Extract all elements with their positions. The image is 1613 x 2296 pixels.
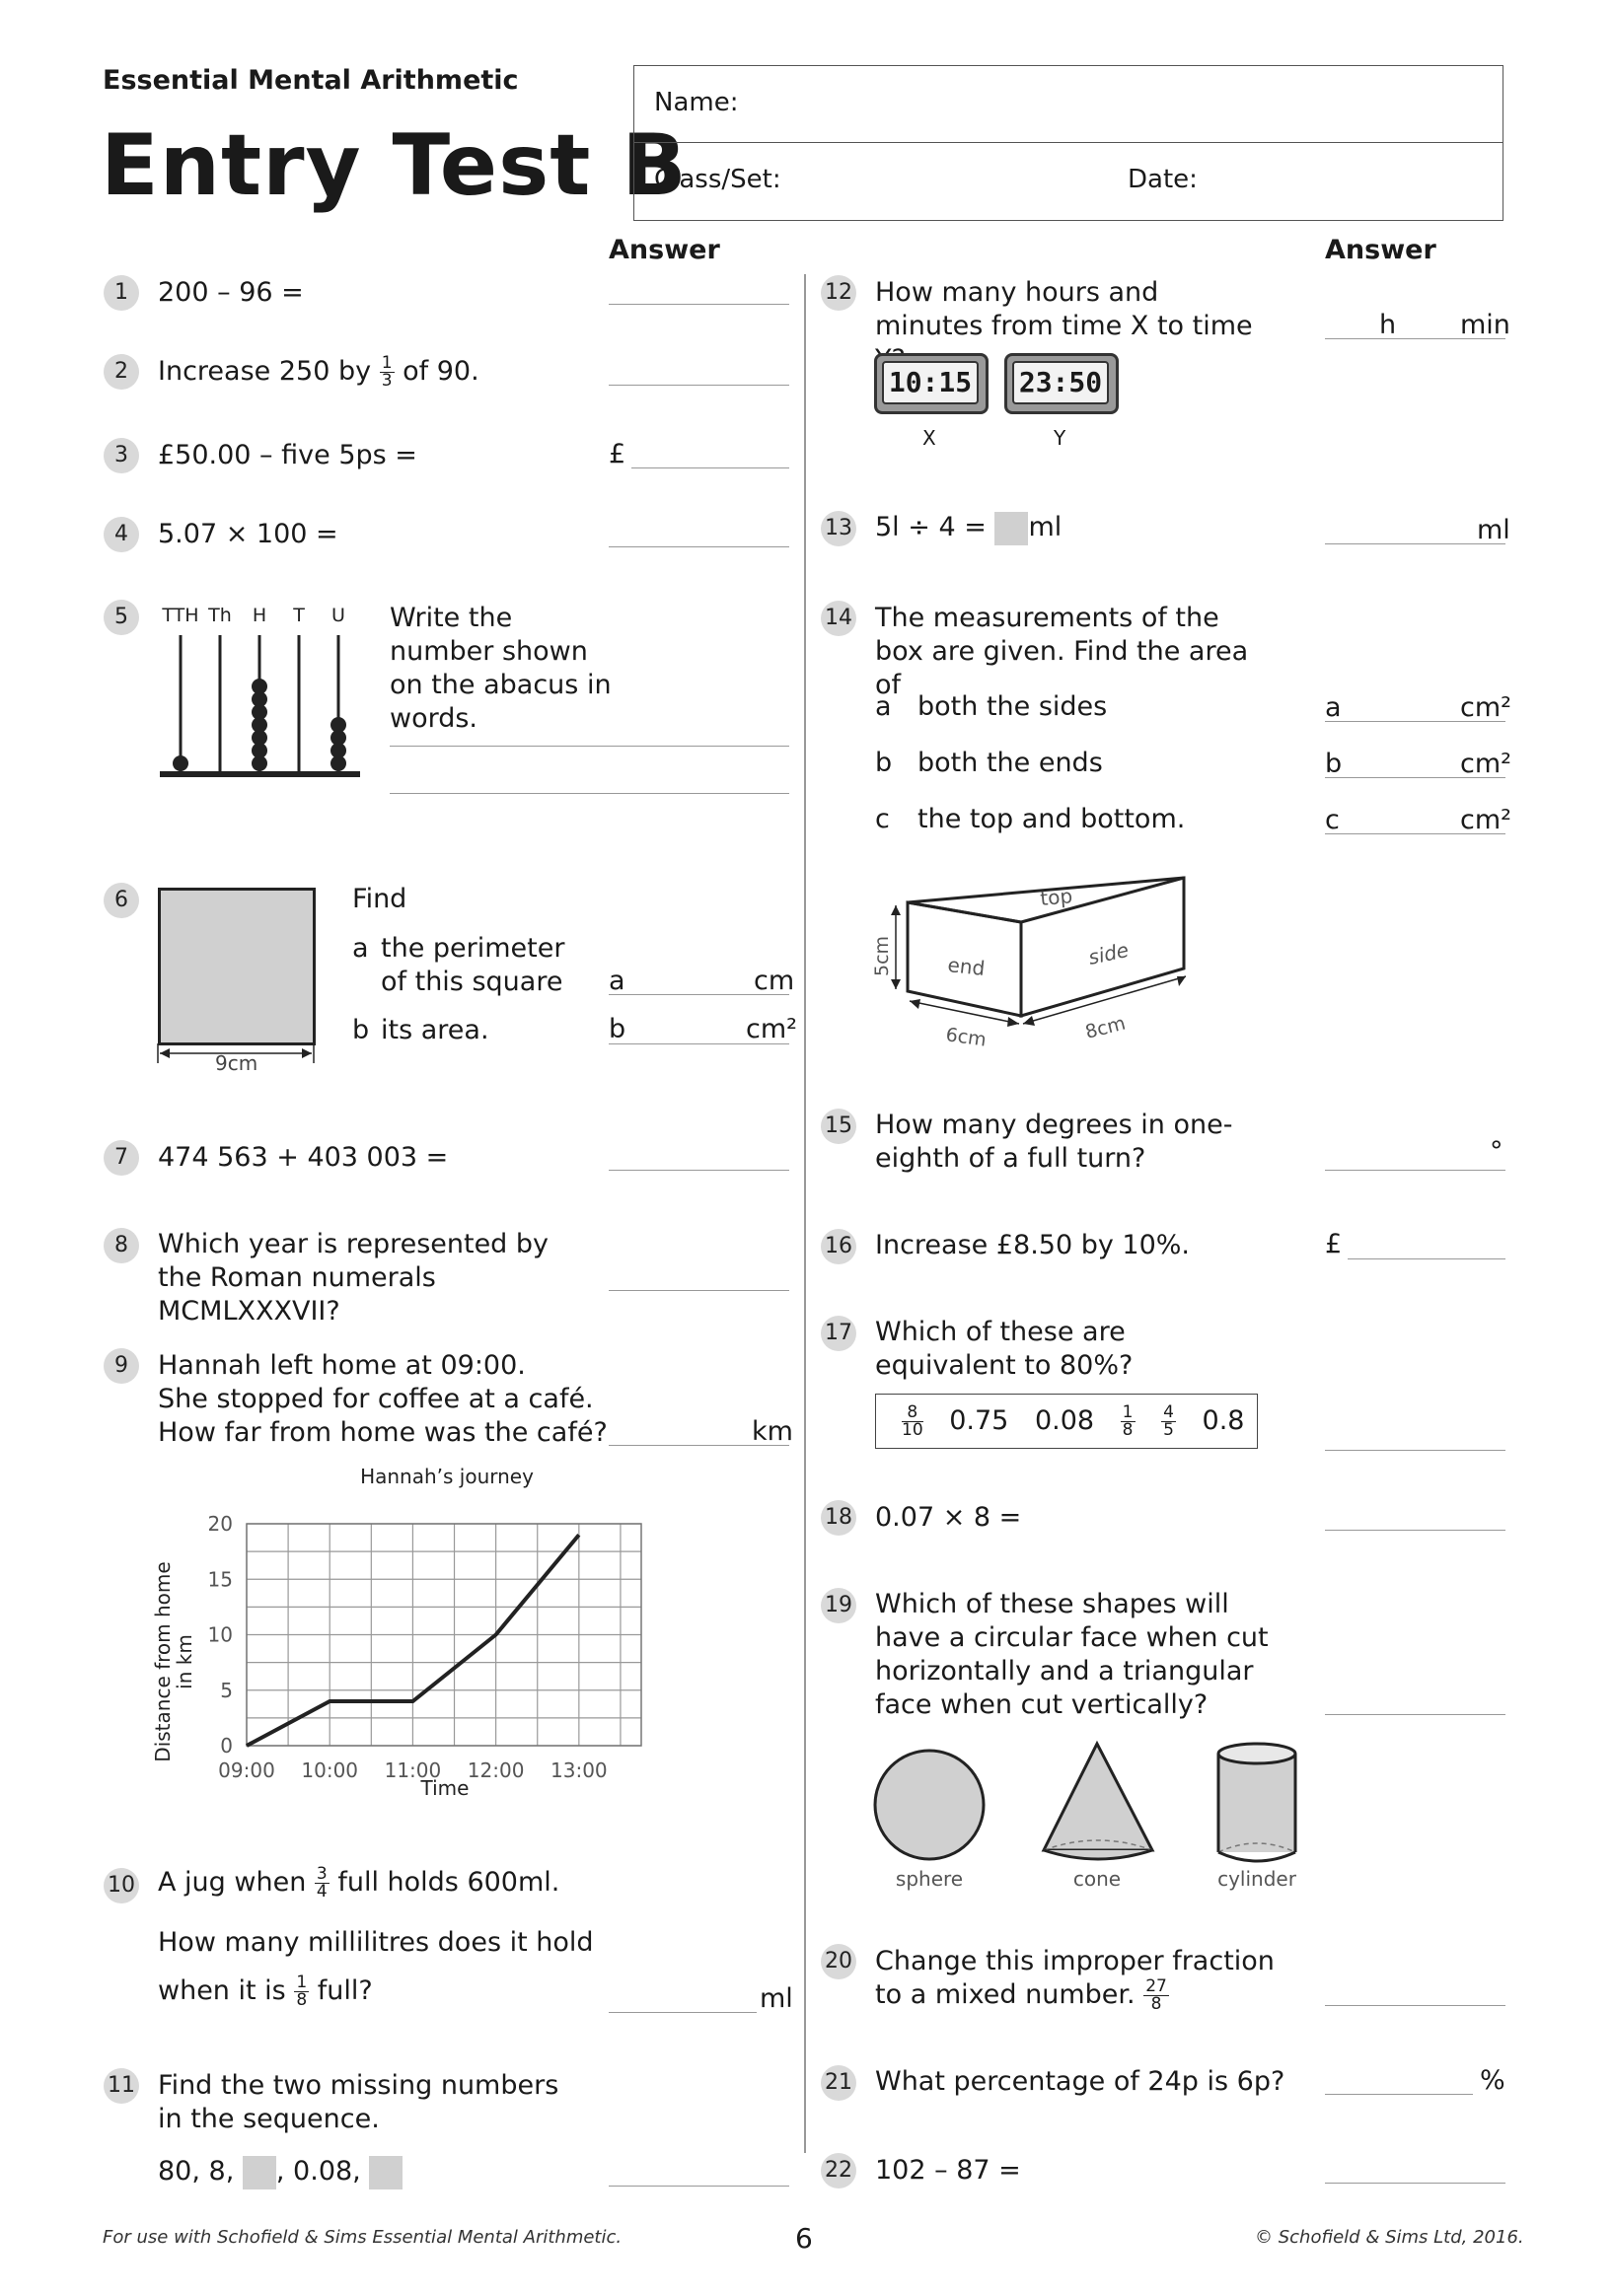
- clock-y-label: Y: [1054, 426, 1066, 450]
- chart-ylabel: Distance from homein km: [151, 1561, 196, 1762]
- part-letter: b: [352, 1015, 370, 1045]
- part-letter: a: [875, 691, 892, 722]
- box-side-label: side: [1086, 937, 1132, 969]
- cylinder-shape: [1218, 1744, 1295, 1861]
- missing-number-box[interactable]: [243, 2156, 276, 2189]
- sequence: 80, 8, , 0.08,: [158, 2155, 403, 2189]
- answer-line[interactable]: [609, 1170, 789, 1171]
- y-tick-label: 0: [220, 1734, 233, 1758]
- column-divider: [804, 274, 806, 2153]
- answer-line[interactable]: [609, 1043, 789, 1044]
- missing-number-box[interactable]: [369, 2156, 403, 2189]
- box-length-label: 8cm: [1082, 1012, 1129, 1043]
- footer-right: © Schofield & Sims Ltd, 2016.: [1255, 2227, 1524, 2248]
- x-tick-label: 13:00: [550, 1758, 608, 1782]
- x-tick-label: 12:00: [467, 1758, 525, 1782]
- abacus-bead: [173, 755, 188, 771]
- option-decimal: 0.75: [949, 1405, 1009, 1436]
- question-text: Increase £8.50 by 10%.: [875, 1230, 1191, 1260]
- missing-number-box[interactable]: [994, 512, 1028, 545]
- chart-xlabel: Time: [420, 1776, 470, 1800]
- x-tick-label: 09:00: [218, 1758, 275, 1782]
- abacus-bead: [330, 717, 346, 733]
- series-title: Essential Mental Arithmetic: [103, 65, 519, 96]
- answer-line[interactable]: [1325, 833, 1505, 834]
- question-text: What percentage of 24p is 6p?: [875, 2066, 1285, 2097]
- page-number: 6: [795, 2222, 813, 2255]
- box-top-label: top: [1039, 884, 1074, 910]
- y-tick-label: 5: [220, 1678, 233, 1702]
- answer-line[interactable]: [1325, 1530, 1505, 1531]
- answer-line[interactable]: [609, 1290, 789, 1291]
- answer-line[interactable]: [609, 546, 789, 547]
- abacus-column-label: Th: [208, 605, 232, 626]
- answer-line[interactable]: [390, 793, 789, 794]
- answer-unit: ml: [1477, 515, 1510, 545]
- question-number: 9: [104, 1348, 139, 1384]
- question-text: A jug when $\frac{3}{4}$ full holds 600ml.: [158, 1864, 560, 1901]
- y-tick-label: 15: [207, 1567, 233, 1592]
- question-number: 1: [104, 275, 139, 311]
- question-number: 18: [821, 1500, 856, 1536]
- class-field[interactable]: Class/Set:: [654, 165, 781, 194]
- sphere-label: sphere: [895, 1867, 964, 1891]
- question-text: £50.00 – five 5ps =: [158, 440, 417, 470]
- question-number: 12: [821, 275, 856, 311]
- question-text: the perimeter of this square: [381, 933, 565, 997]
- question-text: Which year is represented by the Roman numerals MCMLXXXVII?: [158, 1229, 550, 1327]
- answer-line[interactable]: [1325, 543, 1505, 544]
- box-end-label: end: [946, 953, 987, 980]
- question-text: Write the number shown on the abacus in words.: [390, 603, 612, 734]
- chart-title: Hannah’s journey: [360, 1465, 534, 1488]
- y-tick-label: 20: [207, 1512, 233, 1536]
- question-text: both the sides: [917, 691, 1108, 722]
- part-letter: a: [609, 966, 625, 996]
- name-field[interactable]: Name:: [654, 88, 739, 117]
- answer-line[interactable]: [609, 2186, 789, 2187]
- fraction: $\frac{1}{8}$: [296, 1973, 308, 2010]
- question-number: 10: [104, 1868, 139, 1903]
- answer-line[interactable]: [609, 994, 789, 995]
- abacus-column-label: U: [331, 605, 345, 626]
- fraction: $\frac{1}{3}$: [381, 353, 393, 391]
- date-field[interactable]: Date:: [1128, 165, 1198, 194]
- question-number: 14: [821, 601, 856, 636]
- answer-unit: °: [1490, 1136, 1503, 1167]
- part-letter: a: [1325, 692, 1342, 723]
- question-number: 20: [821, 1944, 856, 1979]
- answer-line[interactable]: [609, 385, 789, 386]
- fraction: $\frac{27}{8}$: [1145, 1976, 1167, 2014]
- part-letter: c: [875, 804, 890, 834]
- option-fraction: $\frac{4}{5}$: [1163, 1402, 1174, 1440]
- answer-unit: cm²: [746, 1014, 797, 1044]
- cylinder-label: cylinder: [1217, 1867, 1296, 1891]
- answer-heading-right: Answer: [1325, 235, 1436, 265]
- answer-line[interactable]: [1325, 2094, 1473, 2095]
- question-number: 3: [104, 438, 139, 473]
- answer-heading-left: Answer: [609, 235, 720, 265]
- cone-shape: [1044, 1744, 1152, 1850]
- answer-unit: cm: [754, 966, 795, 996]
- question-number: 21: [821, 2065, 856, 2101]
- option-decimal: 0.08: [1034, 1405, 1095, 1436]
- footer-left: For use with Schofield & Sims Essential Mental Arithmetic.: [103, 2227, 623, 2248]
- answer-unit: cm²: [1460, 805, 1511, 835]
- answer-unit: £: [1325, 1229, 1343, 1259]
- answer-unit: ml: [760, 1983, 793, 2014]
- question-text: the top and bottom.: [917, 804, 1186, 834]
- page-title: Entry Test B: [101, 116, 688, 215]
- part-letter: a: [352, 933, 369, 964]
- part-letter: b: [1325, 749, 1343, 779]
- question-number: 11: [104, 2068, 139, 2104]
- question-text: Increase 250 by $\frac{1}{3}$ of 90.: [158, 353, 479, 391]
- answer-line[interactable]: [1348, 1258, 1505, 1259]
- square-dimension-label: 9cm: [215, 1051, 258, 1075]
- question-number: 15: [821, 1109, 856, 1144]
- question-text: Change this improper fraction to a mixed number. $\frac{27}{8}$: [875, 1946, 1275, 2014]
- answer-line[interactable]: [1325, 2005, 1505, 2006]
- question-text: Hannah left home at 09:00.: [158, 1350, 526, 1381]
- question-number: 22: [821, 2153, 856, 2188]
- question-text: 474 563 + 403 003 =: [158, 1142, 449, 1173]
- answer-line[interactable]: [1325, 1714, 1505, 1715]
- answer-line[interactable]: [1325, 338, 1505, 339]
- question-number: 5: [104, 600, 139, 635]
- box-width-label: 6cm: [944, 1024, 989, 1051]
- x-tick-label: 10:00: [301, 1758, 359, 1782]
- fraction: $\frac{3}{4}$: [316, 1864, 328, 1901]
- question-number: 2: [104, 354, 139, 390]
- abacus-column-label: H: [252, 605, 267, 626]
- answer-unit: cm²: [1460, 749, 1511, 779]
- answer-line[interactable]: [1325, 2183, 1505, 2184]
- question-text: 200 – 96 =: [158, 277, 304, 308]
- question-text: when it is $\frac{1}{8}$ full?: [158, 1973, 373, 2010]
- answer-unit: km: [752, 1416, 793, 1447]
- option-decimal: 0.8: [1202, 1405, 1245, 1436]
- question-text: 102 – 87 =: [875, 2155, 1021, 2186]
- answer-line[interactable]: [1325, 1170, 1505, 1171]
- options-box: [875, 1394, 1258, 1449]
- shapes-diagram: [868, 1736, 1322, 1894]
- question-text: How many hours and minutes from time X to time: [875, 277, 1253, 341]
- question-text: Find: [352, 884, 407, 914]
- square-shape: [158, 888, 316, 1045]
- question-text: Find the two missing numbers in the sequence.: [158, 2070, 559, 2134]
- clock-y: 23:50: [1004, 353, 1119, 414]
- answer-unit: %: [1480, 2065, 1505, 2096]
- question-text: She stopped for coffee at a café.: [158, 1384, 594, 1414]
- answer-line[interactable]: [609, 304, 789, 305]
- question-number: 4: [104, 517, 139, 552]
- question-text: How many degrees in one-eighth of a full turn?: [875, 1110, 1233, 1174]
- answer-line[interactable]: [1325, 777, 1505, 778]
- answer-line[interactable]: [1325, 1450, 1505, 1451]
- question-number: 7: [104, 1140, 139, 1176]
- journey-chart: [148, 1460, 661, 1815]
- answer-line[interactable]: [1325, 721, 1505, 722]
- answer-unit: min: [1460, 310, 1510, 340]
- abacus-diagram: [153, 600, 370, 787]
- part-letter: b: [609, 1014, 626, 1044]
- y-tick-label: 10: [207, 1622, 233, 1647]
- question-text: its area.: [381, 1015, 489, 1045]
- student-details-box: [633, 65, 1503, 221]
- question-text: The measurements of the box are given. Find the area of: [875, 603, 1249, 700]
- clock-x-label: X: [922, 426, 936, 450]
- question-text: Which of these shapes will have a circular face when cut horizontally and a triangular face when cut vertically?: [875, 1589, 1269, 1720]
- abacus-bead: [252, 679, 267, 694]
- answer-line[interactable]: [609, 2012, 757, 2013]
- question-text: 5l ÷ 4 = ml: [875, 511, 1062, 545]
- question-number: 16: [821, 1229, 856, 1264]
- cone-label: cone: [1072, 1867, 1122, 1891]
- abacus-column-label: T: [293, 605, 305, 626]
- question-text: both the ends: [917, 748, 1103, 778]
- abacus-column-label: TTH: [162, 605, 199, 626]
- question-text: 5.07 × 100 =: [158, 519, 338, 549]
- question-number: 17: [821, 1316, 856, 1351]
- answer-unit: cm²: [1460, 692, 1511, 723]
- question-number: 6: [104, 883, 139, 918]
- part-letter: c: [1325, 805, 1340, 835]
- box-height-label: 5cm: [871, 935, 893, 976]
- question-number: 13: [821, 511, 856, 546]
- answer-line[interactable]: [609, 1445, 789, 1446]
- answer-unit: £: [609, 439, 626, 469]
- option-fraction: $\frac{8}{10}$: [902, 1402, 923, 1440]
- x-tick-label: 11:00: [384, 1758, 442, 1782]
- option-fraction: $\frac{1}{8}$: [1122, 1402, 1134, 1440]
- part-letter: b: [875, 748, 893, 778]
- sphere-shape: [875, 1751, 984, 1859]
- question-text: 0.07 × 8 =: [875, 1502, 1022, 1533]
- answer-unit: h: [1379, 310, 1397, 340]
- question-number: 19: [821, 1588, 856, 1623]
- clock-x: 10:15: [874, 353, 989, 414]
- question-text: How far from home was the café?: [158, 1417, 608, 1448]
- question-text: How many millilitres does it hold: [158, 1927, 594, 1958]
- abacus-base: [160, 771, 360, 777]
- answer-line[interactable]: [390, 746, 789, 747]
- box-diagram: [868, 868, 1204, 1055]
- question-number: 8: [104, 1228, 139, 1263]
- answer-line[interactable]: [631, 467, 789, 468]
- question-text: Which of these are equivalent to 80%?: [875, 1317, 1134, 1381]
